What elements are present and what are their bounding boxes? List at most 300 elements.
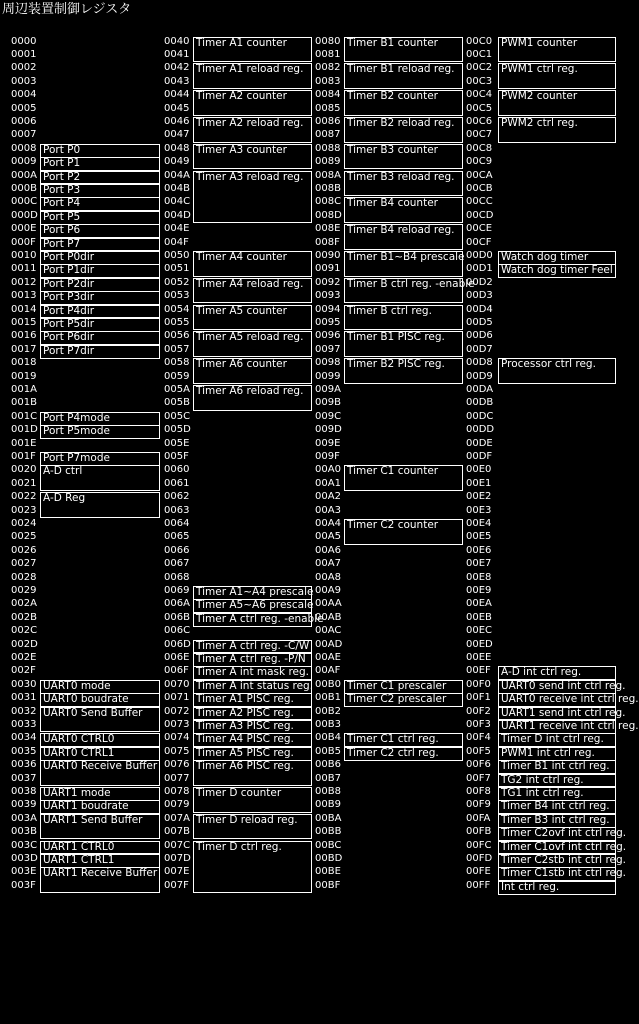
address-label: 0071 <box>164 692 190 704</box>
address-label: 005F <box>164 450 189 462</box>
address-label: 0094 <box>315 303 341 315</box>
register-box: Timer A1 reload reg. <box>193 63 312 89</box>
address-label: 0048 <box>164 142 190 154</box>
address-label: 0031 <box>11 692 37 704</box>
register-box: Timer D reload reg. <box>193 814 312 840</box>
register-box: Timer C1ovf int ctrl reg. <box>498 841 616 855</box>
register-box: UART1 CTRL0 <box>40 841 160 855</box>
address-label: 000F <box>11 236 36 248</box>
address-label: 0085 <box>315 102 341 114</box>
register-box: Timer D counter <box>193 787 312 813</box>
address-label: 0091 <box>315 263 341 275</box>
address-label: 004F <box>164 236 189 248</box>
address-label: 00E3 <box>466 504 492 516</box>
page-title: 周辺装置制御レジスタ <box>2 2 132 17</box>
register-box: Timer A1 PISC reg. <box>193 693 312 707</box>
address-label: 0007 <box>11 129 37 141</box>
address-label: 00BD <box>315 852 343 864</box>
register-box: Port P3dir <box>40 291 160 305</box>
address-label: 0059 <box>164 370 190 382</box>
address-label: 009B <box>315 397 341 409</box>
address-label: 002F <box>11 665 36 677</box>
register-box: Timer A2 PISC reg. <box>193 707 312 721</box>
address-label: 0087 <box>315 129 341 141</box>
register-box: Timer A5 counter <box>193 305 312 331</box>
address-label: 000A <box>11 169 37 181</box>
address-label: 00CE <box>466 223 493 235</box>
register-box: Timer B4 reload reg. <box>344 224 463 250</box>
address-label: 00AB <box>315 611 342 623</box>
register-box: Timer A4 PISC reg. <box>193 733 312 747</box>
register-box: Int ctrl reg. <box>498 881 616 895</box>
address-label: 00DD <box>466 424 495 436</box>
register-box: Port P4dir <box>40 305 160 319</box>
register-box: Timer C1 ctrl reg. <box>344 733 463 747</box>
address-label: 004A <box>164 169 190 181</box>
address-label: 00F4 <box>466 732 491 744</box>
address-label: 0000 <box>11 35 37 47</box>
register-box: Timer B1 int ctrl reg. <box>498 760 616 774</box>
address-label: 002A <box>11 598 37 610</box>
address-label: 0002 <box>11 62 37 74</box>
address-label: 00B6 <box>315 759 341 771</box>
address-label: 00D3 <box>466 290 493 302</box>
address-label: 0052 <box>164 276 190 288</box>
register-box: Timer A3 reload reg. <box>193 171 312 224</box>
address-label: 00C5 <box>466 102 493 114</box>
address-label: 0003 <box>11 75 37 87</box>
register-box: UART0 mode <box>40 680 160 694</box>
address-label: 00DC <box>466 410 494 422</box>
address-label: 0049 <box>164 156 190 168</box>
register-box: Port P6dir <box>40 331 160 345</box>
address-label: 0030 <box>11 678 37 690</box>
address-label: 00E1 <box>466 477 492 489</box>
address-label: 0046 <box>164 115 190 127</box>
address-label: 000B <box>11 182 37 194</box>
address-label: 008B <box>315 182 341 194</box>
address-label: 002C <box>11 625 38 637</box>
address-label: 0083 <box>315 75 341 87</box>
address-label: 00A0 <box>315 464 341 476</box>
register-box: Port P5 <box>40 211 160 225</box>
address-label: 00D5 <box>466 316 493 328</box>
address-label: 00E8 <box>466 571 492 583</box>
register-box: A-D ctrl <box>40 465 160 491</box>
register-box: Timer A1~A4 prescale <box>193 586 312 600</box>
address-label: 0084 <box>315 89 341 101</box>
address-label: 008C <box>315 196 342 208</box>
register-box: Timer A4 reload reg. <box>193 278 312 304</box>
address-label: 001E <box>11 437 37 449</box>
address-label: 006E <box>164 651 190 663</box>
address-label: 0013 <box>11 290 37 302</box>
address-label: 00DB <box>466 397 494 409</box>
address-label: 00D8 <box>466 357 493 369</box>
address-label: 0041 <box>164 48 190 60</box>
address-label: 0086 <box>315 115 341 127</box>
register-box: Timer A int status reg. <box>193 680 312 694</box>
register-box: Timer B3 counter <box>344 144 463 170</box>
address-label: 007D <box>164 852 191 864</box>
register-box: Timer C1 counter <box>344 465 463 491</box>
address-label: 0055 <box>164 316 190 328</box>
address-label: 002E <box>11 651 37 663</box>
address-label: 00FC <box>466 839 492 851</box>
address-label: 008F <box>315 236 340 248</box>
address-label: 0024 <box>11 517 37 529</box>
address-label: 0051 <box>164 263 190 275</box>
register-box: Timer B4 counter <box>344 197 463 223</box>
register-box: Port P1 <box>40 157 160 171</box>
address-label: 0016 <box>11 330 37 342</box>
register-box: Timer A6 reload reg. <box>193 385 312 411</box>
address-label: 0044 <box>164 89 190 101</box>
register-box: Timer A6 PISC reg. <box>193 760 312 786</box>
address-label: 0047 <box>164 129 190 141</box>
address-label: 0061 <box>164 477 190 489</box>
address-label: 0050 <box>164 249 190 261</box>
register-box: UART1 CTRL1 <box>40 854 160 868</box>
address-label: 0022 <box>11 491 37 503</box>
register-box: Timer A int mask reg. <box>193 666 312 680</box>
address-label: 00A3 <box>315 504 341 516</box>
address-label: 0099 <box>315 370 341 382</box>
register-box: Timer B4 int ctrl reg. <box>498 800 616 814</box>
address-label: 00BC <box>315 839 342 851</box>
register-box: A-D int ctrl reg. <box>498 666 616 680</box>
address-label: 00C9 <box>466 156 493 168</box>
address-label: 00EA <box>466 598 492 610</box>
register-box: Port P1dir <box>40 264 160 278</box>
register-box: Port P2 <box>40 171 160 185</box>
address-label: 007B <box>164 826 190 838</box>
address-label: 00EE <box>466 651 492 663</box>
register-box: Timer A2 counter <box>193 90 312 116</box>
address-label: 0043 <box>164 75 190 87</box>
address-label: 001A <box>11 383 37 395</box>
address-label: 002B <box>11 611 37 623</box>
address-label: 0011 <box>11 263 37 275</box>
address-label: 00C6 <box>466 115 493 127</box>
address-label: 00F5 <box>466 745 491 757</box>
address-label: 0032 <box>11 705 37 717</box>
register-box: Timer C2 prescaler <box>344 693 463 707</box>
address-label: 00DA <box>466 383 494 395</box>
register-box: Timer A ctrl reg. -enable <box>193 613 312 627</box>
address-label: 00C4 <box>466 89 493 101</box>
address-label: 0045 <box>164 102 190 114</box>
address-label: 005A <box>164 383 190 395</box>
register-box: UART0 receive int ctrl reg. <box>498 693 616 707</box>
register-box: Timer C2ovf int ctrl reg. <box>498 827 616 841</box>
address-label: 00B7 <box>315 772 341 784</box>
address-label: 006C <box>164 625 191 637</box>
address-label: 00A4 <box>315 517 341 529</box>
register-box: PWM2 ctrl reg. <box>498 117 616 143</box>
address-label: 000C <box>11 196 38 208</box>
address-label: 003D <box>11 852 38 864</box>
address-label: 0096 <box>315 330 341 342</box>
register-box: Timer B3 int ctrl reg. <box>498 814 616 828</box>
address-label: 004B <box>164 182 190 194</box>
address-label: 00A8 <box>315 571 341 583</box>
address-label: 0070 <box>164 678 190 690</box>
register-box: Watch dog timer <box>498 251 616 265</box>
register-box: Timer B ctrl reg. -enable <box>344 278 463 304</box>
register-box: TG1 int ctrl reg. <box>498 787 616 801</box>
address-label: 00E6 <box>466 544 492 556</box>
register-box: Port P5dir <box>40 318 160 332</box>
register-box: Port P4 <box>40 197 160 211</box>
address-label: 0054 <box>164 303 190 315</box>
register-box: Port P4mode <box>40 412 160 426</box>
register-box: UART1 Send Buffer <box>40 814 160 840</box>
address-label: 0068 <box>164 571 190 583</box>
address-label: 00CC <box>466 196 493 208</box>
register-box: Timer B2 PISC reg. <box>344 358 463 384</box>
register-box: UART0 boudrate <box>40 693 160 707</box>
register-box: Timer B3 reload reg. <box>344 171 463 197</box>
register-box: Timer A3 PISC reg. <box>193 720 312 734</box>
register-box: Timer C2 ctrl reg. <box>344 747 463 761</box>
register-box: Timer A5 reload reg. <box>193 331 312 357</box>
register-box: A-D Reg <box>40 492 160 518</box>
address-label: 008E <box>315 223 341 235</box>
address-label: 00F8 <box>466 785 491 797</box>
address-label: 001C <box>11 410 38 422</box>
address-label: 0001 <box>11 48 37 60</box>
register-box: Port P6 <box>40 224 160 238</box>
address-label: 00ED <box>466 638 493 650</box>
address-label: 000D <box>11 209 38 221</box>
address-label: 00B0 <box>315 678 341 690</box>
address-label: 0035 <box>11 745 37 757</box>
address-label: 00B5 <box>315 745 341 757</box>
address-label: 009A <box>315 383 341 395</box>
address-label: 0077 <box>164 772 190 784</box>
address-label: 00EC <box>466 625 493 637</box>
address-label: 009D <box>315 424 342 436</box>
address-label: 0014 <box>11 303 37 315</box>
address-label: 00A9 <box>315 584 341 596</box>
address-label: 0073 <box>164 718 190 730</box>
address-label: 00FB <box>466 826 492 838</box>
address-label: 0018 <box>11 357 37 369</box>
address-label: 0098 <box>315 357 341 369</box>
address-label: 0060 <box>164 464 190 476</box>
register-box: UART0 CTRL0 <box>40 733 160 747</box>
register-box: Timer B1~B4 prescale <box>344 251 463 277</box>
register-box: Port P3 <box>40 184 160 198</box>
address-label: 00C7 <box>466 129 493 141</box>
register-box: Port P7 <box>40 238 160 252</box>
register-box: UART0 CTRL1 <box>40 747 160 761</box>
address-label: 0069 <box>164 584 190 596</box>
address-label: 0005 <box>11 102 37 114</box>
address-label: 00EB <box>466 611 492 623</box>
address-label: 00D9 <box>466 370 493 382</box>
address-label: 00B4 <box>315 732 341 744</box>
address-label: 008A <box>315 169 341 181</box>
register-box: Port P7dir <box>40 345 160 359</box>
register-box: Timer C1stb int ctrl reg. <box>498 867 616 881</box>
address-label: 00C3 <box>466 75 493 87</box>
address-label: 0029 <box>11 584 37 596</box>
address-label: 0037 <box>11 772 37 784</box>
register-box: UART1 receive int ctrl reg. <box>498 720 616 734</box>
address-label: 00CB <box>466 182 493 194</box>
address-label: 00D2 <box>466 276 493 288</box>
address-label: 00F3 <box>466 718 491 730</box>
address-label: 00C8 <box>466 142 493 154</box>
address-label: 00A2 <box>315 491 341 503</box>
address-label: 0012 <box>11 276 37 288</box>
address-label: 00F9 <box>466 799 491 811</box>
address-label: 009F <box>315 450 340 462</box>
address-label: 00CF <box>466 236 492 248</box>
address-label: 0075 <box>164 745 190 757</box>
register-box: TG2 int ctrl reg. <box>498 774 616 788</box>
address-label: 00A7 <box>315 558 341 570</box>
register-box: Timer C2 counter <box>344 519 463 545</box>
address-label: 0078 <box>164 785 190 797</box>
address-label: 0017 <box>11 343 37 355</box>
register-box: UART0 send int ctrl reg. <box>498 680 616 694</box>
register-box: Timer B2 reload reg. <box>344 117 463 143</box>
address-label: 005D <box>164 424 191 436</box>
address-label: 007F <box>164 879 189 891</box>
register-box: Timer D int ctrl reg. <box>498 733 616 747</box>
address-label: 0081 <box>315 48 341 60</box>
address-label: 00C0 <box>466 35 493 47</box>
register-box: Port P5mode <box>40 425 160 439</box>
register-box: PWM2 counter <box>498 90 616 116</box>
address-label: 0027 <box>11 558 37 570</box>
address-label: 00D7 <box>466 343 493 355</box>
address-label: 007C <box>164 839 191 851</box>
address-label: 0053 <box>164 290 190 302</box>
address-label: 00FE <box>466 866 491 878</box>
register-box: Timer B2 counter <box>344 90 463 116</box>
address-label: 003C <box>11 839 38 851</box>
address-label: 00EF <box>466 665 491 677</box>
address-label: 00B2 <box>315 705 341 717</box>
register-box: UART1 send int ctrl reg. <box>498 707 616 721</box>
address-label: 0058 <box>164 357 190 369</box>
register-box: UART0 Receive Buffer <box>40 760 160 786</box>
address-label: 004E <box>164 223 190 235</box>
register-box: Timer A6 counter <box>193 358 312 384</box>
address-label: 0056 <box>164 330 190 342</box>
address-label: 0062 <box>164 491 190 503</box>
address-label: 00E2 <box>466 491 492 503</box>
address-label: 0089 <box>315 156 341 168</box>
register-box: Timer A3 counter <box>193 144 312 170</box>
address-label: 0039 <box>11 799 37 811</box>
address-label: 00E5 <box>466 531 492 543</box>
address-label: 005E <box>164 437 190 449</box>
register-box: Timer C2stb int ctrl reg. <box>498 854 616 868</box>
address-label: 0064 <box>164 517 190 529</box>
address-label: 003E <box>11 866 37 878</box>
register-box: Timer A1 counter <box>193 37 312 63</box>
address-label: 0008 <box>11 142 37 154</box>
address-label: 00AA <box>315 598 342 610</box>
register-box: Timer A ctrl reg. -C/W <box>193 640 312 654</box>
address-label: 003A <box>11 812 37 824</box>
address-label: 001B <box>11 397 37 409</box>
address-label: 00A1 <box>315 477 341 489</box>
address-label: 0072 <box>164 705 190 717</box>
address-label: 0026 <box>11 544 37 556</box>
address-label: 00B1 <box>315 692 341 704</box>
address-label: 00D4 <box>466 303 493 315</box>
address-label: 0088 <box>315 142 341 154</box>
address-label: 003B <box>11 826 37 838</box>
address-label: 002D <box>11 638 38 650</box>
address-label: 00CD <box>466 209 494 221</box>
address-label: 00E7 <box>466 558 492 570</box>
address-label: 00FD <box>466 852 493 864</box>
address-label: 00C2 <box>466 62 493 74</box>
register-box: UART1 mode <box>40 787 160 801</box>
address-label: 0034 <box>11 732 37 744</box>
register-box: Port P0dir <box>40 251 160 265</box>
address-label: 00A5 <box>315 531 341 543</box>
address-label: 00E4 <box>466 517 492 529</box>
address-label: 00D6 <box>466 330 493 342</box>
register-box: Timer A4 counter <box>193 251 312 277</box>
register-box: Port P2dir <box>40 278 160 292</box>
address-label: 00FA <box>466 812 491 824</box>
register-box: Timer A ctrl reg. -P/N <box>193 653 312 667</box>
address-label: 0065 <box>164 531 190 543</box>
address-label: 008D <box>315 209 342 221</box>
address-label: 00E9 <box>466 584 492 596</box>
address-label: 009E <box>315 437 341 449</box>
address-label: 00BF <box>315 879 341 891</box>
address-label: 00AD <box>315 638 343 650</box>
address-label: 006D <box>164 638 191 650</box>
register-box: Timer C1 prescaler <box>344 680 463 694</box>
register-box: UART0 Send Buffer <box>40 707 160 733</box>
address-label: 00BB <box>315 826 342 838</box>
address-label: 007E <box>164 866 190 878</box>
address-label: 00FF <box>466 879 491 891</box>
address-label: 006B <box>164 611 190 623</box>
address-label: 00F6 <box>466 759 491 771</box>
address-label: 00CA <box>466 169 493 181</box>
address-label: 0038 <box>11 785 37 797</box>
register-box: Timer B1 PISC reg. <box>344 331 463 357</box>
address-label: 004C <box>164 196 191 208</box>
address-label: 0023 <box>11 504 37 516</box>
address-label: 0093 <box>315 290 341 302</box>
address-label: 006A <box>164 598 190 610</box>
address-label: 0066 <box>164 544 190 556</box>
address-label: 006F <box>164 665 189 677</box>
address-label: 00AE <box>315 651 341 663</box>
register-box: Port P0 <box>40 144 160 158</box>
address-label: 00A6 <box>315 544 341 556</box>
address-label: 0021 <box>11 477 37 489</box>
register-box: PWM1 int ctrl reg. <box>498 747 616 761</box>
address-label: 001D <box>11 424 38 436</box>
address-label: 0095 <box>315 316 341 328</box>
address-label: 00F0 <box>466 678 491 690</box>
address-label: 0004 <box>11 89 37 101</box>
